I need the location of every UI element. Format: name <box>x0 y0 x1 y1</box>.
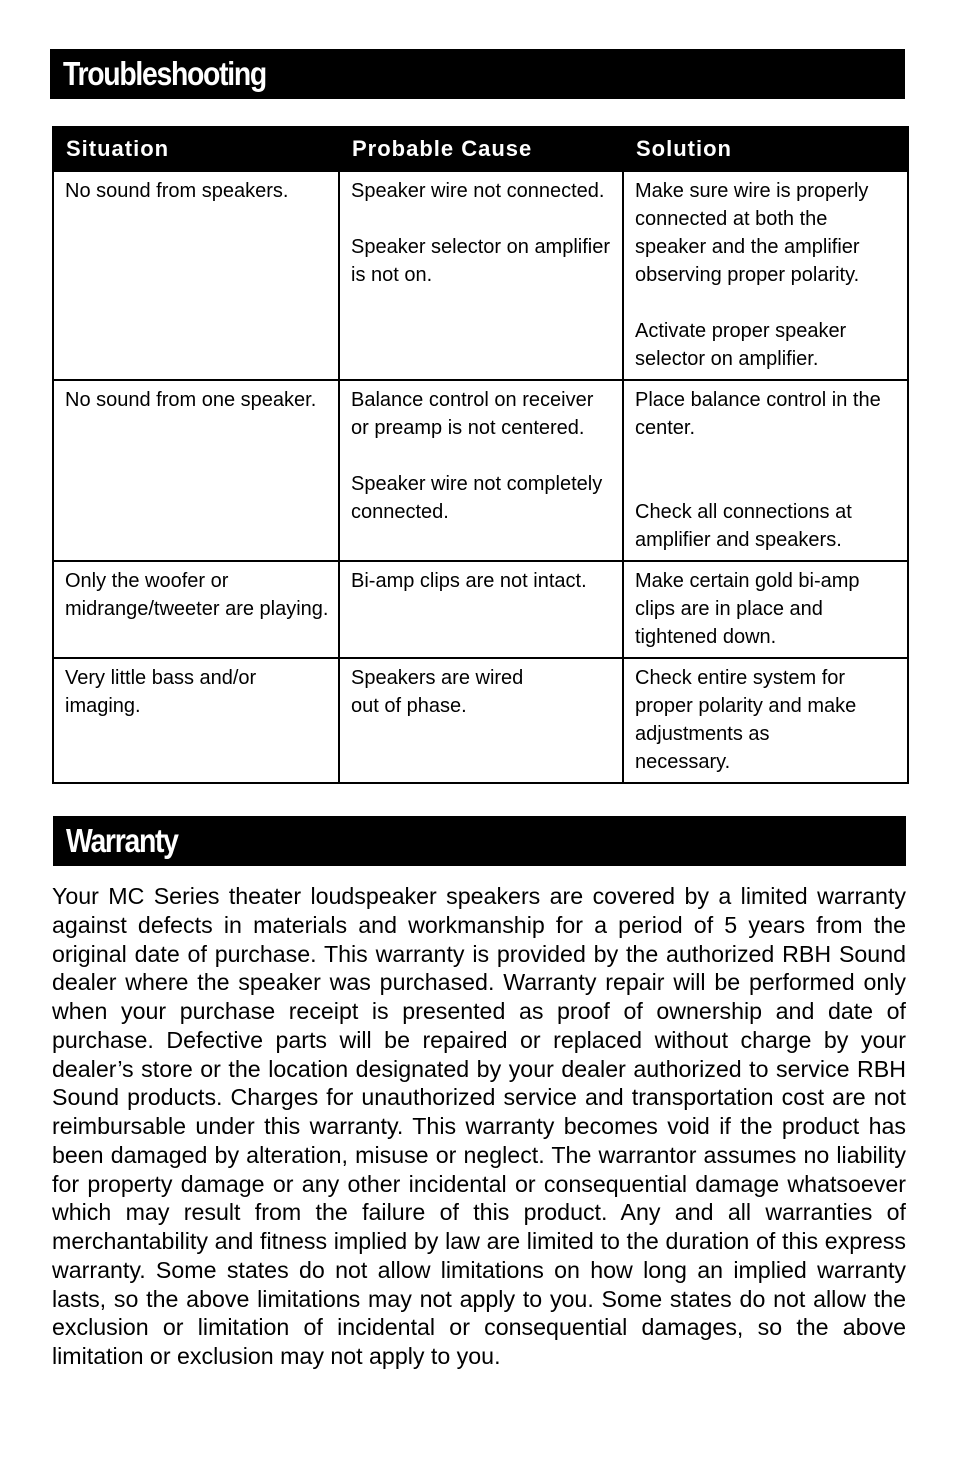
cause-text: Speaker wire not connected. <box>351 180 605 202</box>
cause-text: Bi-amp clips are not intact. <box>351 570 587 592</box>
cause-text: Speaker wire not completely connected. <box>351 473 603 523</box>
cause-text: Speaker selector on amplifier is not on. <box>351 236 611 286</box>
solution-cell <box>623 658 908 783</box>
cause-text: Balance control on receiver or preamp is not centered. <box>351 389 594 439</box>
table-row <box>53 171 908 380</box>
situation-cell: Very little bass and/or imaging. <box>53 658 339 783</box>
table-row <box>53 658 908 783</box>
troubleshooting-title: Troubleshooting <box>63 55 266 92</box>
warranty-body: Your MC Series theater loudspeaker speakers are covered by a limited warranty against defects in materials and workmanship for a period of 5 years from the original date of purchase. This warranty is provided by the authorized RBH Sound dealer where the speaker was purchased. Warranty repair will be performed only when your purchase receipt is presented as proof of ownership and date of purchase. Defective parts will be repaired or replaced without charge by your dealer’s store or the location designated by your dealer authorized to service RBH Sound products. Charges for unauthorized service and transportation cost are not reimbursable under this warranty. This warranty becomes void if the product has been damaged by alteration, misuse or neglect. The warrantor assumes no liability for property damage or any other incidental or consequential damage whatsoever which may result from the failure of this product. Any and all warranties of merchantability and fitness implied by law are limited to the duration of this express warranty. Some states do not allow limitations on how long an implied warranty lasts, so the above limitations may not apply to you. Some states do not allow the exclusion or limitation of incidental or consequential damages, so the above limitation or exclusion may not apply to you. <box>52 883 906 1369</box>
cause-cell <box>339 658 623 783</box>
table-row <box>53 380 908 561</box>
troubleshooting-heading <box>50 49 905 99</box>
solution-cell <box>623 561 908 658</box>
column-header-situation: Situation <box>53 127 339 171</box>
cause-cell <box>339 561 623 658</box>
solution-text: Check entire system for proper polarity and make adjustments as necessary. <box>635 667 857 773</box>
situation-cell: No sound from speakers. <box>53 171 339 380</box>
solution-cell <box>623 171 908 380</box>
solution-cell <box>623 380 908 561</box>
table-header-row <box>53 127 908 171</box>
warranty-title: Warranty <box>66 822 178 859</box>
situation-cell: Only the woofer or midrange/tweeter are playing. <box>53 561 339 658</box>
table-row <box>53 561 908 658</box>
solution-text: Activate proper speaker selector on amplifier. <box>635 320 847 370</box>
cause-cell <box>339 380 623 561</box>
column-header-probable-cause: Probable Cause <box>339 127 623 171</box>
solution-text: Make sure wire is properly connected at both the speaker and the amplifier observing proper polarity. <box>635 180 869 286</box>
cause-cell <box>339 171 623 380</box>
solution-text: Make certain gold bi-amp clips are in place and tightened down. <box>635 570 860 648</box>
warranty-heading <box>53 816 906 866</box>
solution-text: Check all connections at amplifier and speakers. <box>635 501 852 551</box>
column-header-solution: Solution <box>623 127 908 171</box>
situation-cell: No sound from one speaker. <box>53 380 339 561</box>
solution-text: Place balance control in the center. <box>635 389 881 439</box>
cause-text: Speakers are wired out of phase. <box>351 667 524 717</box>
troubleshooting-table <box>52 126 909 784</box>
